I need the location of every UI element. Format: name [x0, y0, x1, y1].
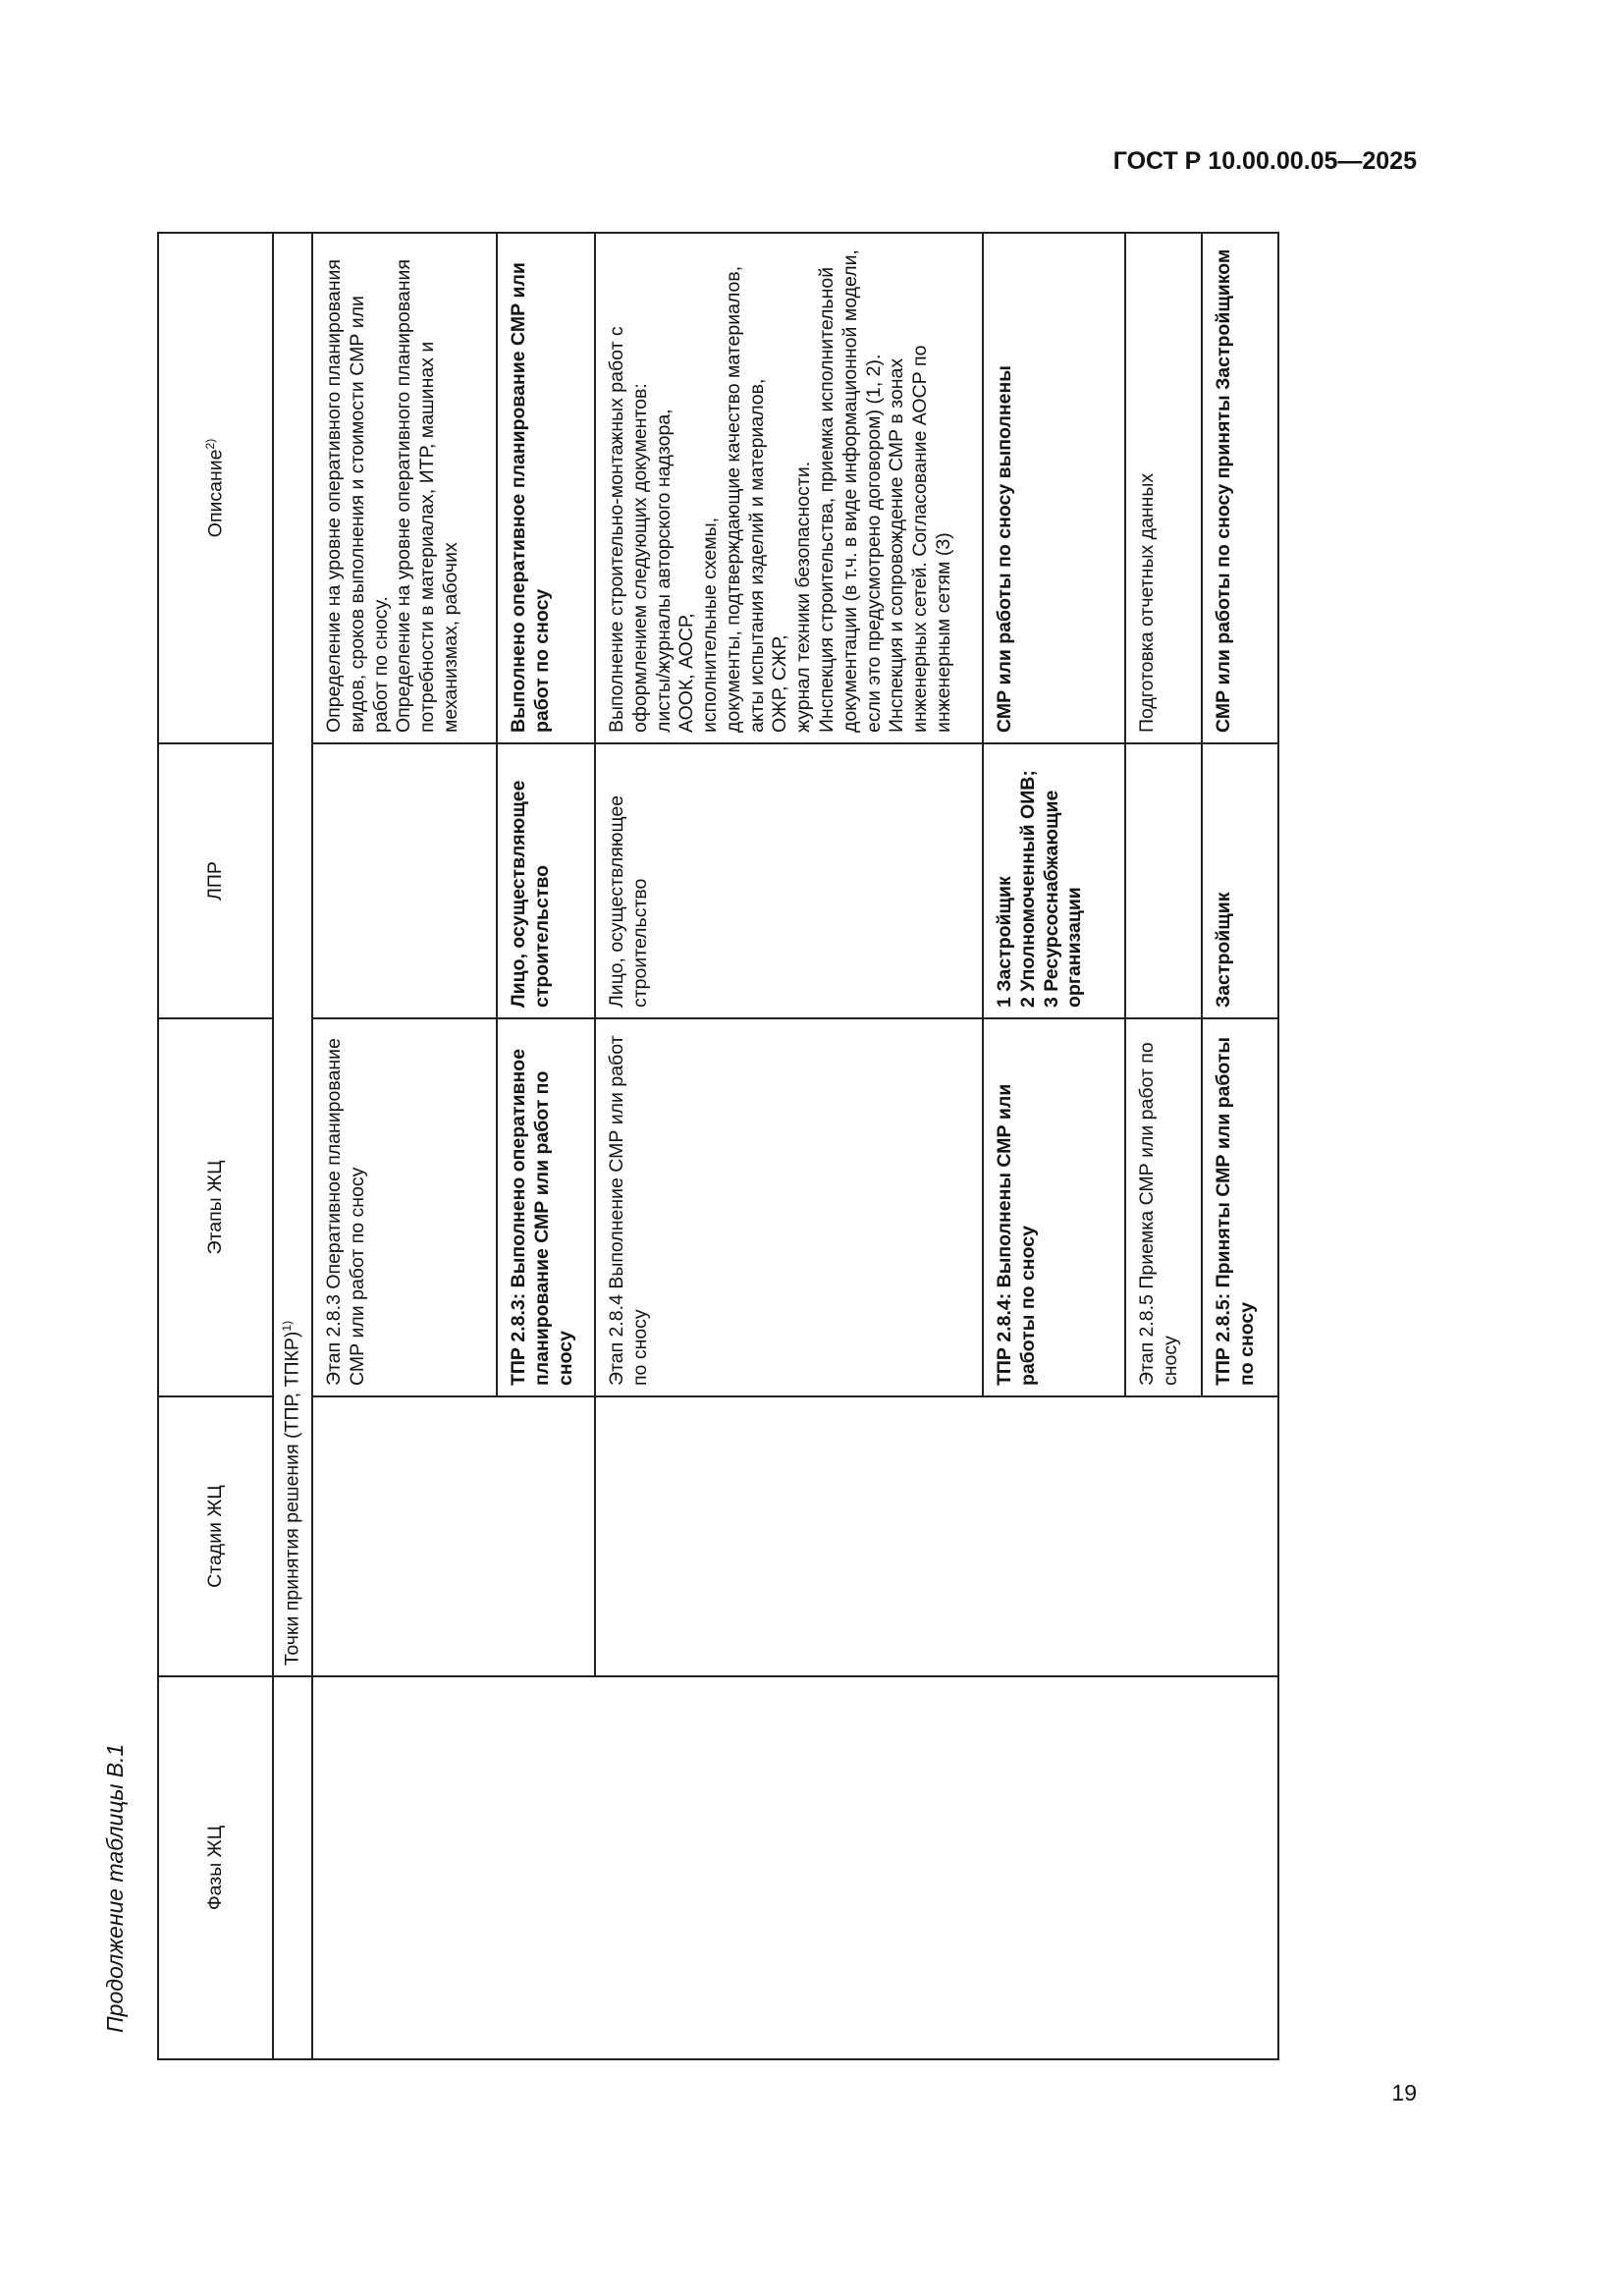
table-row	[312, 233, 497, 2059]
decision-points-text: Точки принятия решения (ТПР, ТПКР)	[281, 1331, 303, 1666]
description-line: исполнительные схемы,	[699, 517, 722, 733]
header-description	[158, 233, 273, 743]
header-phases: Фазы ЖЦ	[158, 1676, 273, 2059]
description-line: Подготовка отчетных данных	[1136, 472, 1158, 733]
step-cell: ТПР 2.8.3: Выполнено оперативное планирование СМР или работ по сносу	[497, 1018, 595, 1396]
description-cell	[497, 233, 595, 743]
lpr-line: 3 Ресурсоснабжающие организации	[1040, 790, 1086, 1008]
description-line: Выполнено оперативное планирование СМР или работ по сносу	[508, 262, 553, 733]
lpr-line: 1 Застройщик	[994, 876, 1015, 1008]
step-cell: ТПР 2.8.4: Выполнены СМР или работы по сносу	[983, 1018, 1125, 1396]
header-stages: Стадии ЖЦ	[158, 1396, 273, 1676]
document-code: ГОСТ Р 10.00.00.05—2025	[1112, 147, 1417, 175]
decision-points-label	[273, 233, 312, 1676]
page-number: 19	[1391, 2080, 1417, 2105]
decision-points-footnote: 1)	[280, 1320, 294, 1332]
step-cell: ТПР 2.8.5: Приняты СМР или работы по сносу	[1202, 1018, 1278, 1396]
lpr-cell	[983, 743, 1125, 1018]
table-header-row	[158, 233, 273, 2059]
description-line: ОЖР, СЖР,	[769, 634, 791, 733]
description-cell	[1125, 233, 1202, 743]
description-line: Инспекция и сопровождение СМР в зонах инженерных сетей. Согласование АОСР по инженерным сетям (3)	[886, 345, 954, 733]
lpr-cell	[1125, 743, 1202, 1018]
description-line: Инспекция строительства, приемка исполнительной документации (в т.ч. в виде информационной модели, если это предусмотрено договором) (1, 2).	[816, 249, 885, 733]
description-line: СМР или работы по сносу выполнены	[994, 365, 1015, 733]
lpr-cell: Лицо, осуществляющее строительство	[595, 743, 983, 1018]
phase-cell	[312, 1676, 1278, 2059]
description-cell	[1202, 233, 1278, 743]
description-line: журнал техники безопасности.	[792, 461, 815, 733]
stage-cell	[595, 1396, 1278, 1676]
description-cell	[983, 233, 1125, 743]
description-line: СМР или работы по сносу приняты Застройщиком	[1213, 248, 1234, 733]
lpr-cell: Застройщик	[1202, 743, 1278, 1018]
header-lpr: ЛПР	[158, 743, 273, 1018]
table-caption: Продолжение таблицы В.1	[102, 1743, 128, 2033]
description-line: Определение на уровне оперативного планирования потребности в материалах, ИТР, машинах и механизмах, рабочих	[393, 259, 461, 733]
description-line: документы, подтверждающие качество материалов,	[722, 265, 744, 733]
stage-cell	[312, 1396, 595, 1676]
step-cell: Этап 2.8.5 Приемка СМР или работ по сносу	[1125, 1018, 1202, 1396]
lpr-line: 2 Уполномоченный ОИВ;	[1016, 770, 1039, 1008]
step-cell: Этап 2.8.4 Выполнение СМР или работ по сносу	[595, 1018, 983, 1396]
header-description-footnote: 2)	[202, 438, 217, 450]
description-line: листы/журналы авторского надзора,	[652, 409, 675, 733]
description-line: акты испытания изделий и материалов,	[745, 378, 768, 733]
description-cell	[312, 233, 497, 743]
description-line: АООК, АОСР,	[676, 613, 698, 733]
lpr-cell	[312, 743, 497, 1018]
lifecycle-table	[157, 232, 1279, 2060]
lpr-cell: Лицо, осуществляющее строительство	[497, 743, 595, 1018]
step-cell: Этап 2.8.3 Оперативное планирование СМР или работ по сносу	[312, 1018, 497, 1396]
description-line: Выполнение строительно-монтажных работ с оформлением следующих документов:	[606, 326, 651, 733]
decision-points-spacer	[273, 1676, 312, 2059]
rotated-table-container	[157, 234, 1404, 2060]
header-description-text: Описание	[204, 449, 227, 538]
decision-points-row	[273, 233, 312, 2059]
description-cell	[595, 233, 983, 743]
description-line: Определение на уровне оперативного планирования видов, сроков выполнения и стоимости СМР или работ по сносу.	[323, 259, 392, 733]
header-steps: Этапы ЖЦ	[158, 1018, 273, 1396]
